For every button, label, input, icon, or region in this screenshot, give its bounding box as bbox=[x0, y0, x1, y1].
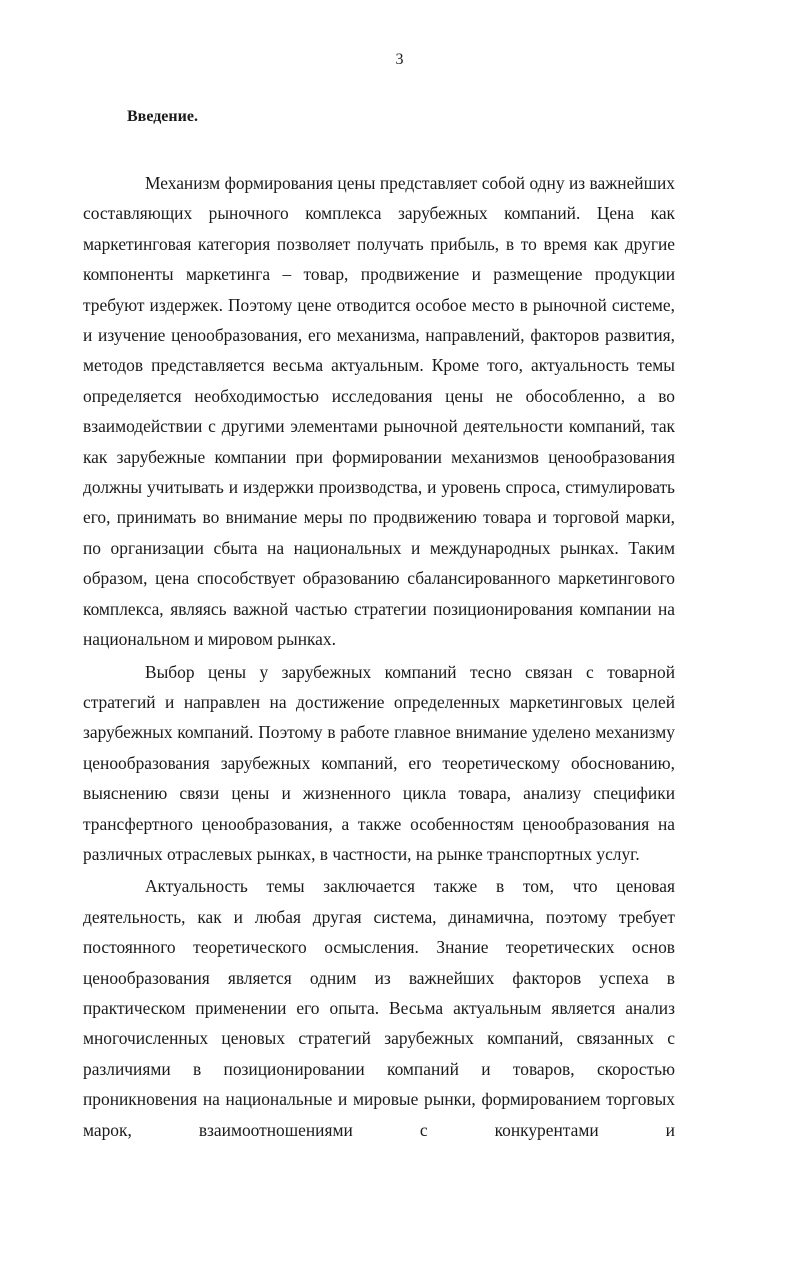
section-heading: Введение. bbox=[127, 108, 198, 125]
paragraph-1: Механизм формирования цены представляет собой одну из важнейших составляющих рыночного комплекса зарубежных компаний. Цена как маркетинговая категория позволяет получать прибыль, в то время как другие компоненты маркетинга – товар, продвижение и размещение продукции требуют издержек. Поэтому цене отводится особое место в рыночной системе, и изучение ценообразования, его механизма, направлений, факторов развития, методов представляется весьма актуальным. Кроме того, актуальность темы определяется необходимостью исследования цены не обособленно, а во взаимодействии с другими элементами рыночной деятельности компаний, так как зарубежные компании при формировании механизмов ценообразования должны учитывать и издержки производства, и уровень спроса, стимулировать его, принимать во внимание меры по продвижению товара и торговой марки, по организации сбыта на национальных и международных рынках. Таким образом, цена способствует образованию сбалансированного маркетингового комплекса, являясь важной частью стратегии позиционирования компании на национальном и мировом рынках. bbox=[83, 173, 675, 650]
page-number: 3 bbox=[395, 51, 404, 68]
paragraph-2: Выбор цены у зарубежных компаний тесно связан с товарной стратегий и направлен на достижение определенных маркетинговых целей зарубежных компаний. Поэтому в работе главное внимание уделено механизму ценообразования зарубежных компаний, его теоретическому обоснованию, выяснению связи цены и жизненного цикла товара, анализу специфики трансфертного ценообразования, а также особенностям ценообразования на различных отраслевых рынках, в частности, на рынке транспортных услуг. bbox=[83, 661, 675, 864]
body-text bbox=[83, 168, 675, 1147]
paragraph-3: Актуальность темы заключается также в том, что ценовая деятельность, как и любая другая система, динамична, поэтому требует постоянного теоретического осмысления. Знание теоретических основ ценообразования является одним из важнейших факторов успеха в практическом применении его опыта. Весьма актуальным является анализ многочисленных ценовых стратегий зарубежных компаний, связанных с различиями в позиционировании компаний и товаров, скоростью проникновения на национальные и мировые рынки, формированием торговых марок, взаимоотношениями с конкурентами и bbox=[83, 876, 675, 1140]
